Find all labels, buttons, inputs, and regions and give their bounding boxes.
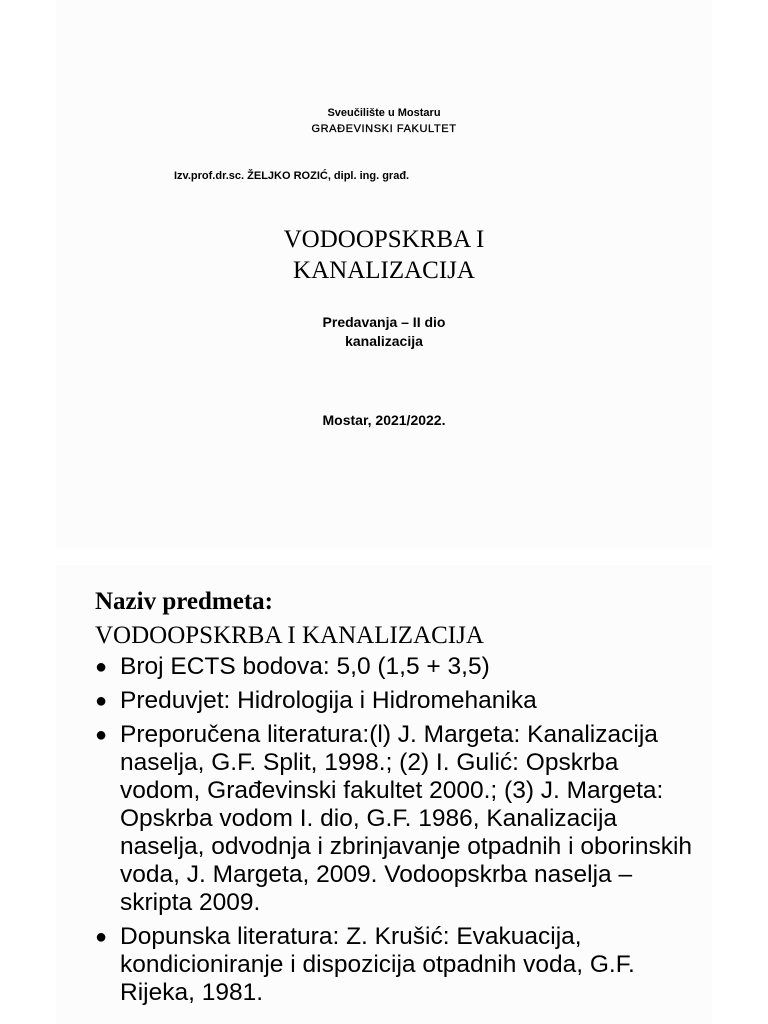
bullet-icon: ● xyxy=(95,690,108,712)
bullet-icon: ● xyxy=(95,656,108,678)
bullet-text: Broj ECTS bodova: 5,0 (1,5 + 3,5) xyxy=(120,653,490,680)
date-line: Mostar, 2021/2022. xyxy=(322,412,446,428)
bullet-icon: ● xyxy=(95,926,108,948)
bullet-recommended-literature xyxy=(95,721,705,917)
bullet-additional-literature xyxy=(95,923,705,1007)
course-name: VODOOPSKRBA I KANALIZACIJA xyxy=(95,622,484,649)
course-title-line2: KANALIZACIJA xyxy=(293,257,475,284)
section-heading: Naziv predmeta: xyxy=(95,588,273,615)
bullet-text: Preporučena literatura:(l) J. Margeta: Kanalizacija naselja, G.F. Split, 1998.; (2) I. Gulić: Opskrba vodom, Građevinski fakultet 2000.; (3) J. Margeta: Opskrba vodom I. dio, G.F. 1986, Kanalizacija naselja, odvodnja i zbrinjavanje otpadnih i oborinskih voda, J. Margeta, 2009. Vodoopskrba naselja – skripta 2009. xyxy=(120,721,693,916)
bullet-prerequisite xyxy=(95,687,705,715)
info-bullet-list xyxy=(95,653,705,1013)
course-info-slide xyxy=(56,565,712,1024)
bullet-text: Preduvjet: Hidrologija i Hidromehanika xyxy=(120,687,537,714)
title-slide xyxy=(56,0,712,548)
institution-name: Sveučilište u Mostaru xyxy=(327,107,441,119)
bullet-icon: ● xyxy=(95,724,108,746)
bullet-ects xyxy=(95,653,705,681)
lecture-topic: kanalizacija xyxy=(345,333,423,349)
faculty-name: GRAĐEVINSKI FAKULTET xyxy=(311,123,457,135)
bullet-text: Dopunska literatura: Z. Krušić: Evakuacija, kondicioniranje i dispozicija otpadnih voda, G.F. Rijeka, 1981. xyxy=(120,923,635,1006)
lecture-part: Predavanja – II dio xyxy=(322,314,446,330)
course-title-line1: VODOOPSKRBA I xyxy=(283,226,485,253)
author-name: Izv.prof.dr.sc. ŽELJKO ROZIĆ, dipl. ing. građ. xyxy=(174,170,410,182)
